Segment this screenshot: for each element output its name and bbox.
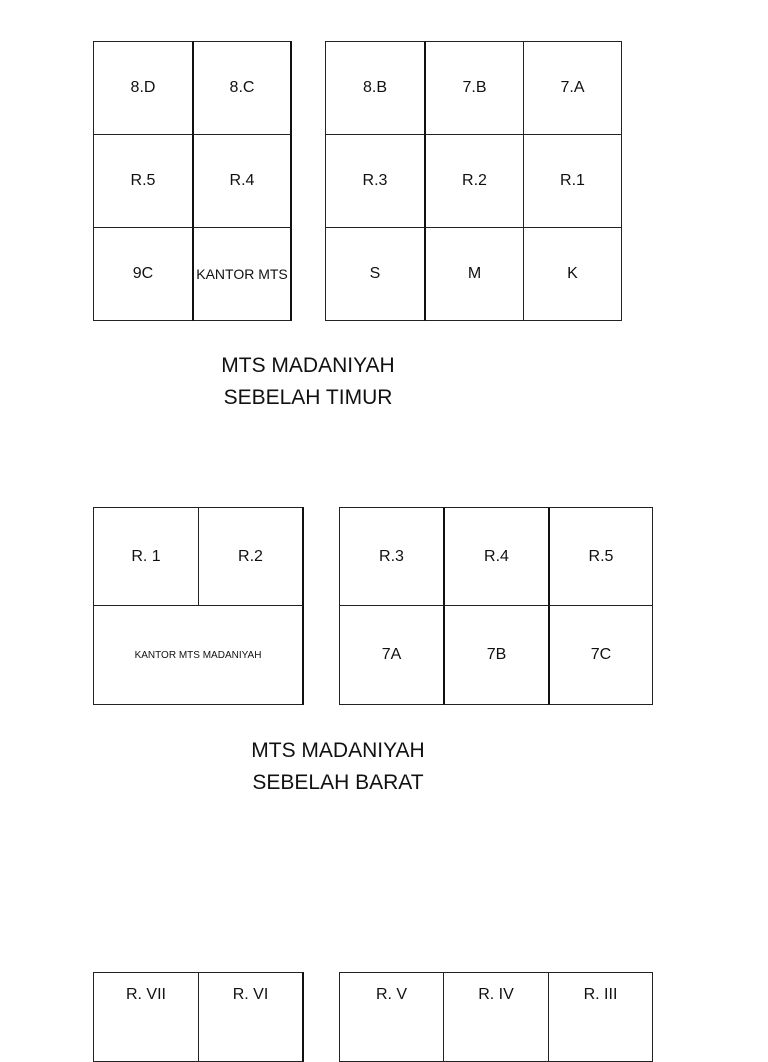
room-r1: R.1 bbox=[523, 134, 622, 228]
room-r-2: R.2 bbox=[198, 507, 304, 606]
room-r3: R.3 bbox=[325, 134, 425, 228]
room-m: M bbox=[424, 227, 524, 321]
room-r4: R.4 bbox=[192, 134, 292, 228]
room-vii: R. VII bbox=[93, 972, 199, 1062]
room-iii: R. III bbox=[548, 972, 653, 1062]
room-7b-west: 7B bbox=[443, 605, 549, 705]
west-caption bbox=[188, 735, 488, 799]
room-iv: R. IV bbox=[443, 972, 549, 1062]
east-caption-line1: MTS MADANIYAH bbox=[221, 354, 395, 377]
kantor-mts: KANTOR MTS bbox=[192, 227, 292, 321]
room-r-5: R.5 bbox=[548, 507, 653, 606]
room-r5: R.5 bbox=[93, 134, 193, 228]
west-caption-line1: MTS MADANIYAH bbox=[251, 739, 425, 762]
room-r-4: R.4 bbox=[443, 507, 549, 606]
room-vi: R. VI bbox=[198, 972, 304, 1062]
room-8d: 8.D bbox=[93, 41, 193, 135]
room-8b: 8.B bbox=[325, 41, 425, 135]
room-v: R. V bbox=[339, 972, 444, 1062]
room-s: S bbox=[325, 227, 425, 321]
west-caption-line2: SEBELAH BARAT bbox=[252, 771, 424, 794]
east-caption-line2: SEBELAH TIMUR bbox=[223, 386, 393, 409]
room-9c: 9C bbox=[93, 227, 193, 321]
room-r-1: R. 1 bbox=[93, 507, 199, 606]
room-7c-west: 7C bbox=[548, 605, 653, 705]
room-r2: R.2 bbox=[424, 134, 524, 228]
room-8c: 8.C bbox=[192, 41, 292, 135]
east-caption bbox=[158, 350, 458, 414]
kantor-mts-madaniyah: KANTOR MTS MADANIYAH bbox=[93, 605, 304, 705]
room-7b: 7.B bbox=[424, 41, 524, 135]
room-7a: 7.A bbox=[523, 41, 622, 135]
room-7a-west: 7A bbox=[339, 605, 444, 705]
room-k: K bbox=[523, 227, 622, 321]
room-r-3: R.3 bbox=[339, 507, 444, 606]
